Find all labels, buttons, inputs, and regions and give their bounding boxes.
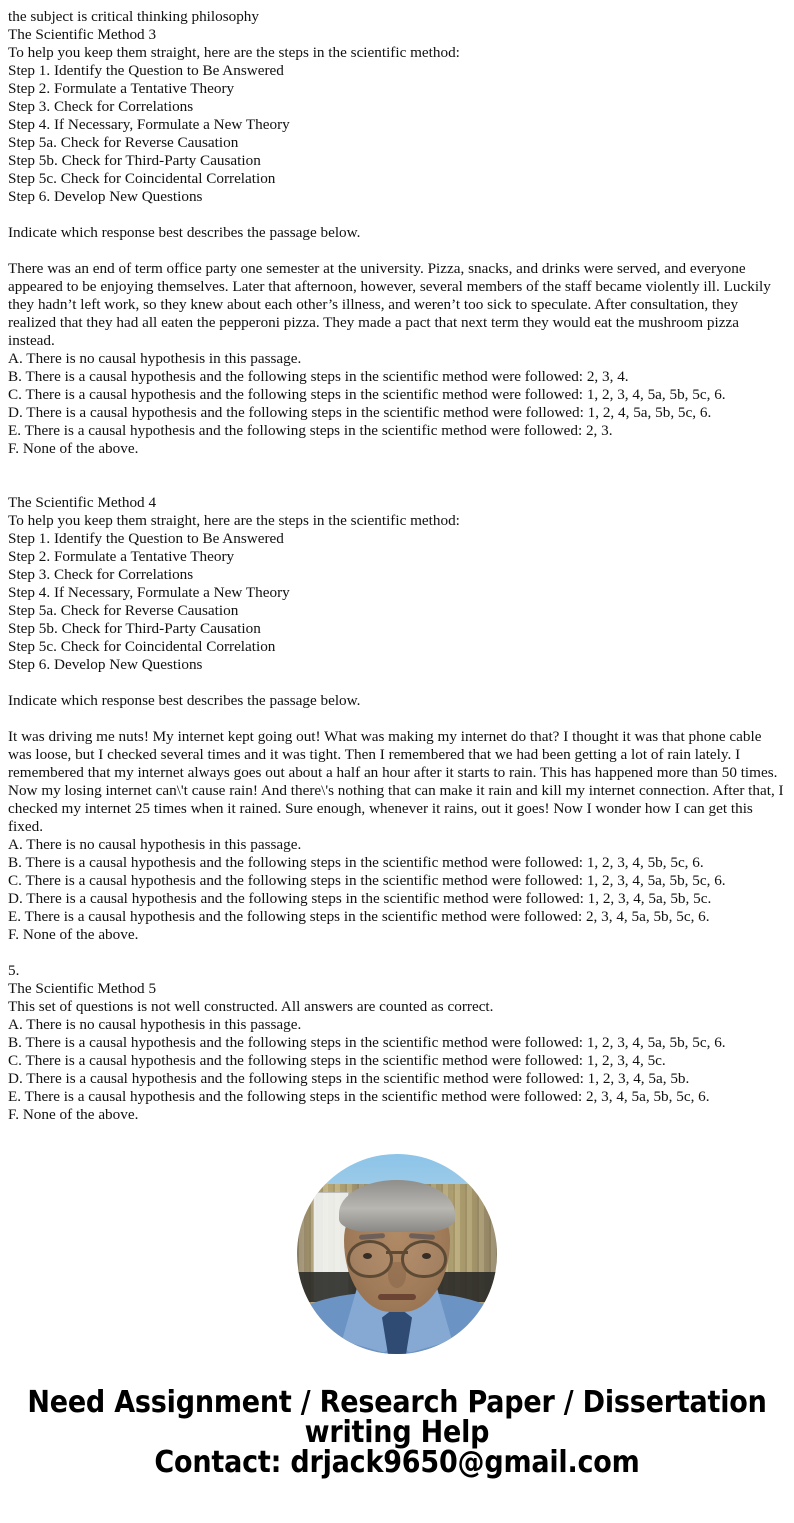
section-intro-method-3: To help you keep them straight, here are the steps in the scientific method: bbox=[8, 44, 460, 61]
spacer bbox=[8, 206, 786, 224]
instruction-method-3: Indicate which response best describes the passage below. bbox=[8, 224, 361, 241]
option-item: F. None of the above. bbox=[8, 926, 139, 943]
option-item: D. There is a causal hypothesis and the following steps in the scientific method were followed: 1, 2, 4, 5a, 5b, 5c, 6. bbox=[8, 404, 712, 421]
mouth bbox=[378, 1294, 416, 1300]
step-item: Step 2. Formulate a Tentative Theory bbox=[8, 80, 235, 97]
document-body bbox=[8, 8, 786, 1124]
step-item: Step 1. Identify the Question to Be Answered bbox=[8, 62, 284, 79]
step-item: Step 2. Formulate a Tentative Theory bbox=[8, 548, 235, 565]
step-item: Step 4. If Necessary, Formulate a New Theory bbox=[8, 116, 290, 133]
step-item: Step 5b. Check for Third-Party Causation bbox=[8, 152, 261, 169]
step-item: Step 5a. Check for Reverse Causation bbox=[8, 602, 239, 619]
step-item: Step 5c. Check for Coincidental Correlation bbox=[8, 638, 276, 655]
section-note-method-5: This set of questions is not well constructed. All answers are counted as correct. bbox=[8, 998, 494, 1015]
section-spacer bbox=[8, 944, 786, 962]
option-item: D. There is a causal hypothesis and the following steps in the scientific method were followed: 1, 2, 3, 4, 5a, 5b, 5c. bbox=[8, 890, 712, 907]
eyeglass-lens-right bbox=[401, 1240, 447, 1278]
option-item: F. None of the above. bbox=[8, 1106, 139, 1123]
step-item: Step 6. Develop New Questions bbox=[8, 188, 203, 205]
section-heading-method-5: The Scientific Method 5 bbox=[8, 980, 157, 997]
footer-contact-email: Contact: drjack9650@gmail.com bbox=[154, 1445, 640, 1480]
step-item: Step 5c. Check for Coincidental Correlation bbox=[8, 170, 276, 187]
eyeglass-lens-left bbox=[347, 1240, 393, 1278]
profile-photo-block bbox=[8, 1154, 786, 1354]
option-item: E. There is a causal hypothesis and the following steps in the scientific method were followed: 2, 3, 4, 5a, 5b, 5c, 6. bbox=[8, 908, 710, 925]
footer-line-2: writing Help bbox=[304, 1415, 490, 1450]
footer-line-1: Need Assignment / Research Paper / Dissertation bbox=[27, 1385, 767, 1420]
section-heading-method-3: The Scientific Method 3 bbox=[8, 26, 157, 43]
section-heading-method-4: The Scientific Method 4 bbox=[8, 494, 157, 511]
section-intro-method-4: To help you keep them straight, here are the steps in the scientific method: bbox=[8, 512, 460, 529]
passage-method-3: There was an end of term office party one semester at the university. Pizza, snacks, and drinks were served, and everyone appeared to be enjoying themselves. Later that afternoon, however, several members of the staff became violently ill. Luckily they hadn’t left work, so they knew about each other’s illness, and weren’t too sick to speculate. After consultation, they realized that they had all eaten the pepperoni pizza. They made a pact that next term they would eat the mushroom pizza instead. bbox=[8, 260, 771, 349]
step-item: Step 5b. Check for Third-Party Causation bbox=[8, 620, 261, 637]
option-item: B. There is a causal hypothesis and the following steps in the scientific method were followed: 2, 3, 4. bbox=[8, 368, 629, 385]
spacer bbox=[8, 674, 786, 692]
avatar bbox=[297, 1154, 497, 1354]
option-item: F. None of the above. bbox=[8, 440, 139, 457]
footer-promo bbox=[8, 1385, 786, 1502]
question-number-5: 5. bbox=[8, 962, 20, 979]
step-item: Step 6. Develop New Questions bbox=[8, 656, 203, 673]
instruction-method-4: Indicate which response best describes the passage below. bbox=[8, 692, 361, 709]
option-item: D. There is a causal hypothesis and the following steps in the scientific method were followed: 1, 2, 3, 4, 5a, 5b. bbox=[8, 1070, 690, 1087]
option-item: C. There is a causal hypothesis and the following steps in the scientific method were followed: 1, 2, 3, 4, 5a, 5b, 5c, 6. bbox=[8, 872, 726, 889]
section-spacer bbox=[8, 458, 786, 494]
step-item: Step 3. Check for Correlations bbox=[8, 98, 194, 115]
option-item: C. There is a causal hypothesis and the following steps in the scientific method were followed: 1, 2, 3, 4, 5a, 5b, 5c, 6. bbox=[8, 386, 726, 403]
option-item: E. There is a causal hypothesis and the following steps in the scientific method were followed: 2, 3, 4, 5a, 5b, 5c, 6. bbox=[8, 1088, 710, 1105]
step-item: Step 4. If Necessary, Formulate a New Theory bbox=[8, 584, 290, 601]
option-item: C. There is a causal hypothesis and the following steps in the scientific method were followed: 1, 2, 3, 4, 5c. bbox=[8, 1052, 666, 1069]
step-item: Step 3. Check for Correlations bbox=[8, 566, 194, 583]
option-item: A. There is no causal hypothesis in this passage. bbox=[8, 1016, 302, 1033]
passage-method-4: It was driving me nuts! My internet kept going out! What was making my internet do that? I thought it was that phone cable was loose, but I checked several times and it was tight. Then I remembered that we had been getting a lot of rain lately. I remembered that my internet always goes out about a half an hour after it starts to rain. This has happened more than 50 times. Now my losing internet can\'t cause rain! And there\'s nothing that can make it rain and kill my internet connection. After that, I checked my internet 25 times when it rained. Sure enough, whenever it rains, out it goes! Now I wonder how I can get this fixed. bbox=[8, 728, 784, 835]
step-item: Step 1. Identify the Question to Be Answered bbox=[8, 530, 284, 547]
eyeglass-bridge bbox=[386, 1251, 408, 1254]
nose bbox=[388, 1262, 406, 1288]
option-item: E. There is a causal hypothesis and the following steps in the scientific method were followed: 2, 3. bbox=[8, 422, 613, 439]
option-item: B. There is a causal hypothesis and the following steps in the scientific method were followed: 1, 2, 3, 4, 5a, 5b, 5c, 6. bbox=[8, 1034, 726, 1051]
spacer bbox=[8, 242, 786, 260]
spacer bbox=[8, 710, 786, 728]
option-item: A. There is no causal hypothesis in this passage. bbox=[8, 836, 302, 853]
intro-line: the subject is critical thinking philosophy bbox=[8, 8, 259, 25]
step-item: Step 5a. Check for Reverse Causation bbox=[8, 134, 239, 151]
option-item: B. There is a causal hypothesis and the following steps in the scientific method were followed: 1, 2, 3, 4, 5b, 5c, 6. bbox=[8, 854, 704, 871]
option-item: A. There is no causal hypothesis in this passage. bbox=[8, 350, 302, 367]
